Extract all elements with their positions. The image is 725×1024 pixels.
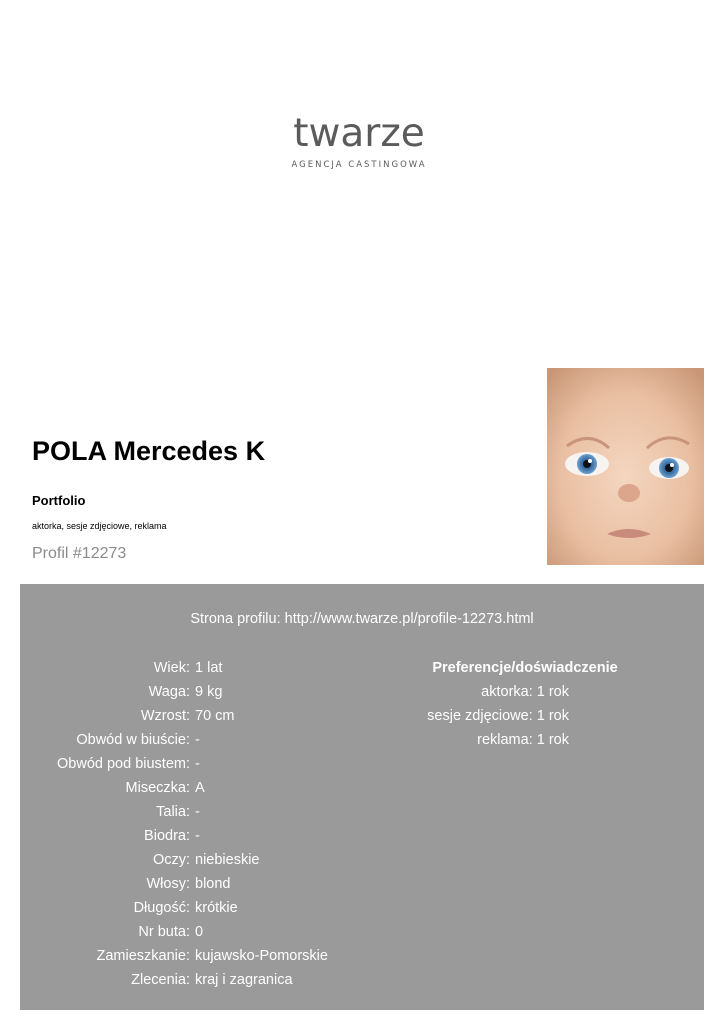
attribute-label: Waga: bbox=[148, 684, 190, 700]
profile-url-line: Strona profilu: http://www.twarze.pl/profile-12273.html bbox=[190, 611, 534, 627]
attribute-row bbox=[20, 804, 400, 822]
portfolio-heading: Portfolio bbox=[32, 493, 86, 508]
attribute-value: blond bbox=[195, 876, 231, 892]
logo-wordmark: twarze bbox=[293, 111, 425, 156]
attribute-row bbox=[20, 660, 400, 678]
attribute-value: 9 kg bbox=[195, 684, 223, 700]
attribute-value: - bbox=[195, 732, 200, 748]
attribute-value: kraj i zagranica bbox=[195, 972, 293, 988]
attribute-row bbox=[20, 732, 400, 750]
attribute-row bbox=[20, 876, 400, 894]
attribute-value: kujawsko-Pomorskie bbox=[195, 948, 328, 964]
attribute-value: - bbox=[195, 804, 200, 820]
profile-id: Profil #12273 bbox=[32, 545, 127, 562]
attribute-row bbox=[20, 852, 400, 870]
agency-logo bbox=[278, 112, 440, 172]
preferences-heading: Preferencje/doświadczenie bbox=[432, 660, 618, 676]
attribute-label: Wzrost: bbox=[140, 708, 190, 724]
attribute-value: krótkie bbox=[195, 900, 238, 916]
preference-item: sesje zdjęciowe: 1 rok bbox=[427, 708, 569, 724]
attribute-label: Obwód pod biustem: bbox=[57, 756, 190, 772]
preference-item: reklama: 1 rok bbox=[477, 732, 569, 748]
profile-photo bbox=[547, 368, 704, 565]
attribute-label: Oczy: bbox=[152, 852, 190, 868]
attribute-value: 0 bbox=[195, 924, 204, 940]
attribute-value: 1 lat bbox=[195, 660, 223, 676]
attribute-row bbox=[20, 828, 400, 846]
preference-item: aktorka: 1 rok bbox=[481, 684, 569, 700]
attribute-row bbox=[20, 900, 400, 918]
attribute-label: Talia: bbox=[156, 804, 190, 820]
attribute-value: niebieskie bbox=[195, 852, 260, 868]
attribute-value: 70 cm bbox=[195, 708, 235, 724]
attribute-label: Zlecenia: bbox=[131, 972, 190, 988]
attribute-label: Obwód w biuście: bbox=[76, 732, 190, 748]
attribute-row bbox=[20, 756, 400, 774]
profile-name: POLA Mercedes K bbox=[32, 436, 266, 466]
attribute-row bbox=[20, 780, 400, 798]
logo-subtitle: AGENCJA CASTINGOWA bbox=[291, 160, 427, 170]
attribute-row bbox=[20, 708, 400, 726]
attribute-value: - bbox=[195, 828, 200, 844]
attribute-label: Zamieszkanie: bbox=[96, 948, 190, 964]
profile-details-panel bbox=[20, 584, 704, 1010]
attribute-row bbox=[20, 948, 400, 966]
attribute-row bbox=[20, 684, 400, 702]
portfolio-text: aktorka, sesje zdjęciowe, reklama bbox=[32, 521, 167, 531]
attribute-row bbox=[20, 924, 400, 942]
attribute-label: Nr buta: bbox=[138, 924, 190, 940]
attribute-row bbox=[20, 972, 400, 990]
attribute-label: Biodra: bbox=[144, 828, 190, 844]
attribute-value: - bbox=[195, 756, 200, 772]
attribute-label: Wiek: bbox=[153, 660, 190, 676]
attribute-label: Miseczka: bbox=[125, 780, 190, 796]
attribute-label: Włosy: bbox=[146, 876, 190, 892]
attribute-label: Długość: bbox=[133, 900, 190, 916]
attribute-value: A bbox=[195, 780, 205, 796]
